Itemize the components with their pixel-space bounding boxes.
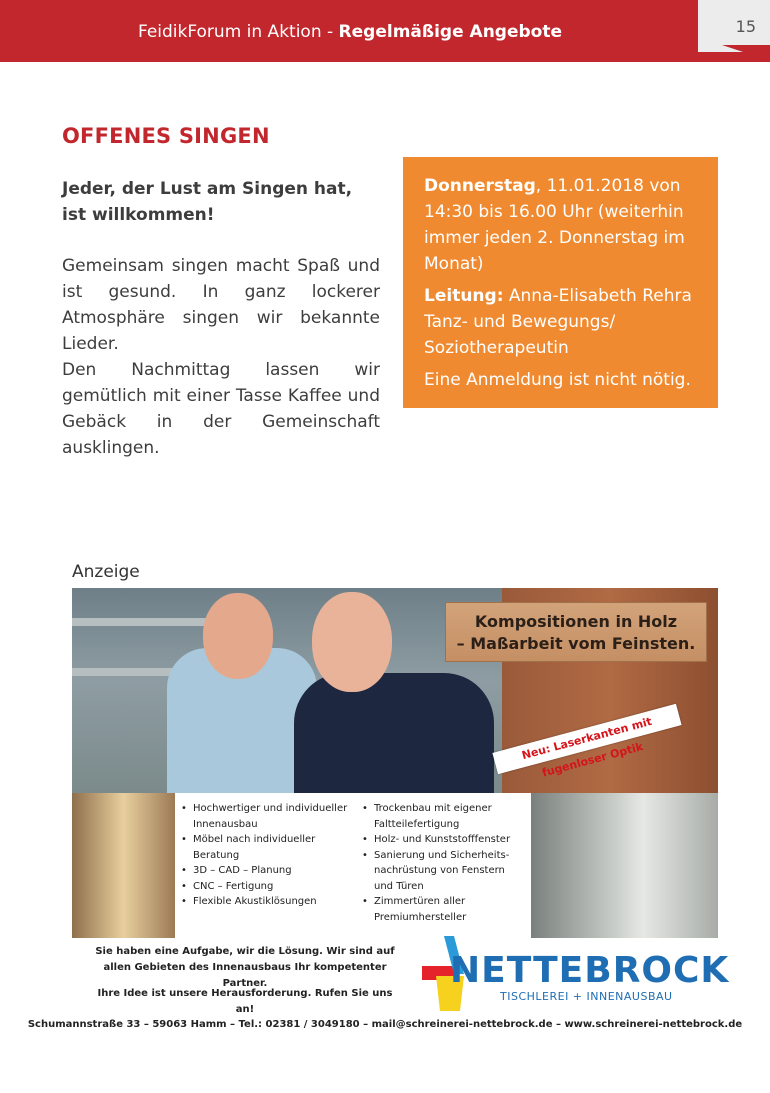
service-list-left bbox=[181, 801, 351, 910]
page-number: 15 bbox=[735, 17, 756, 36]
ad-footer-contact: Schumannstraße 33 – 59063 Hamm – Tel.: 02381 / 3049180 – mail@schreinerei-nettebrock.de – www.schreinerei-nettebrock.de bbox=[27, 1019, 743, 1030]
page-header bbox=[0, 0, 770, 62]
company-logo bbox=[414, 936, 730, 1011]
cabinet-image bbox=[72, 793, 175, 938]
list-item: • 3D – CAD – Planung bbox=[181, 863, 351, 879]
ad-tagline-2: Ihre Idee ist unsere Herausforderung. Rufen Sie uns an! bbox=[97, 988, 393, 1015]
paragraph-2: Den Nachmittag lassen wir gemütlich mit einer Tasse Kaffee und Gebäck in der Gemeinschaft ausklingen. bbox=[62, 360, 380, 458]
list-item: • Möbel nach individueller Beratung bbox=[181, 832, 351, 863]
info-lead-label: Leitung: bbox=[424, 286, 504, 306]
person-right-head bbox=[312, 592, 392, 692]
banner-line-1: Kompositionen in Holz bbox=[474, 612, 678, 631]
list-item: • Holz- und Kunststofffenster bbox=[362, 832, 522, 848]
header-title-bold: Regelmäßige Angebote bbox=[338, 22, 563, 42]
list-item: • Sanierung und Sicherheits-nachrüstung von Fenstern und Türen bbox=[362, 848, 522, 895]
advertisement bbox=[72, 588, 718, 938]
list-item: • Trockenbau mit eigener Faltteilefertigung bbox=[362, 801, 522, 832]
ad-tagline-1: Sie haben eine Aufgabe, wir die Lösung. Wir sind auf allen Gebieten des Innenausbaus Ihr kompetenter Partner. bbox=[95, 946, 395, 989]
list-item: • CNC – Fertigung bbox=[181, 879, 351, 895]
list-item: • Hochwertiger und individueller Innenausbau bbox=[181, 801, 351, 832]
logo-name: NETTEBROCK bbox=[450, 950, 730, 991]
info-day-label: Donnerstag bbox=[424, 176, 536, 196]
ad-label: Anzeige bbox=[72, 562, 140, 582]
ad-photo bbox=[72, 588, 718, 793]
info-date: Donnerstag, 11.01.2018 von 14:30 bis 16.00 Uhr (weiterhin immer jeden 2. Donnerstag im Monat) bbox=[424, 176, 685, 274]
ad-banner bbox=[445, 602, 707, 662]
glass-wall-image bbox=[531, 793, 718, 938]
section-title: OFFENES SINGEN bbox=[62, 124, 270, 148]
paragraph-1: Gemeinsam singen macht Spaß und ist gesund. In ganz lockerer Atmosphäre singen wir bekannte Lieder. bbox=[62, 256, 380, 354]
ad-stamp: Neu: Laserkanten mit fugenloser Optik bbox=[492, 704, 681, 774]
body-text bbox=[62, 253, 380, 461]
logo-subtitle: TISCHLEREI + INNENAUSBAU bbox=[500, 990, 673, 1003]
list-item: • Flexible Akustiklösungen bbox=[181, 894, 351, 910]
person-right bbox=[294, 673, 494, 793]
list-item: • Zimmertüren aller Premiumhersteller bbox=[362, 894, 522, 925]
info-note: Eine Anmeldung ist nicht nötig. bbox=[424, 370, 691, 390]
lead-text: Jeder, der Lust am Singen hat, ist willkommen! bbox=[62, 179, 353, 225]
info-box bbox=[403, 157, 718, 408]
ad-services bbox=[72, 793, 718, 938]
page-tab-fold bbox=[722, 45, 770, 61]
header-title: FeidikForum in Aktion - Regelmäßige Angebote bbox=[137, 22, 563, 42]
person-left-head bbox=[203, 593, 273, 679]
banner-line-2: – Maßarbeit vom Feinsten. bbox=[456, 634, 696, 653]
workshop-shelf bbox=[72, 618, 222, 626]
info-leitung: Leitung: Anna-Elisabeth Rehra Tanz- und Bewegungs/ Soziotherapeutin bbox=[424, 286, 692, 358]
service-list-right bbox=[362, 801, 522, 925]
